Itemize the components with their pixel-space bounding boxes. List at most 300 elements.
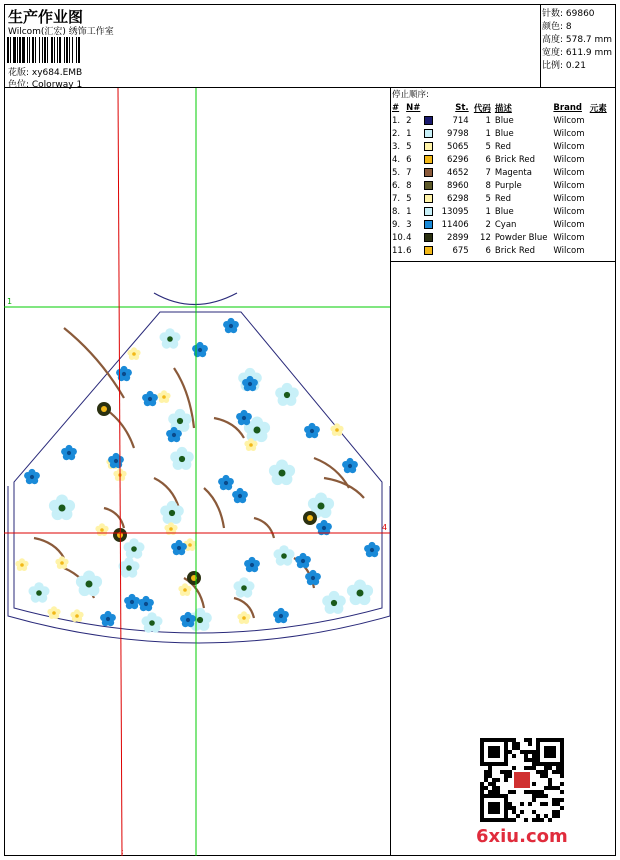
qr-module bbox=[484, 770, 488, 774]
qr-module bbox=[560, 806, 564, 810]
row-needle: 1 bbox=[406, 206, 412, 217]
row-index: 10. bbox=[392, 232, 406, 243]
qr-module bbox=[512, 746, 516, 750]
qr-module bbox=[556, 766, 560, 770]
flower-center bbox=[188, 543, 192, 547]
qr-module bbox=[528, 766, 532, 770]
qr-module bbox=[532, 754, 536, 758]
flower-center bbox=[279, 614, 283, 618]
flower-center bbox=[100, 528, 104, 532]
qr-module bbox=[532, 798, 536, 802]
flower-center bbox=[130, 600, 134, 604]
row-code: 2 bbox=[485, 219, 491, 230]
qr-module bbox=[556, 814, 560, 818]
qr-module bbox=[544, 786, 548, 790]
stitch-count: 针数: 69860 bbox=[542, 9, 595, 19]
qr-module bbox=[528, 742, 532, 746]
table-row bbox=[392, 127, 614, 140]
table-row bbox=[392, 231, 614, 244]
qr-module bbox=[556, 786, 560, 790]
col-description: 描述 bbox=[494, 103, 512, 114]
row-stitches bbox=[424, 140, 468, 153]
row-description: Red bbox=[494, 193, 512, 204]
qr-module bbox=[480, 786, 484, 790]
row-brand: Wilcom bbox=[553, 219, 585, 230]
qr-module bbox=[520, 802, 524, 806]
row-description: Blue bbox=[494, 206, 514, 217]
qr-module bbox=[528, 758, 532, 762]
flower-petal bbox=[244, 560, 251, 567]
row-description: Blue bbox=[494, 115, 514, 126]
flower-center bbox=[301, 559, 305, 563]
qr-module bbox=[540, 802, 544, 806]
color-swatch bbox=[424, 207, 433, 216]
table-row bbox=[392, 218, 614, 231]
row-element bbox=[590, 153, 614, 166]
flower-center bbox=[114, 459, 118, 463]
row-code: 12 bbox=[480, 232, 491, 243]
design-height: 高度: 578.7 mm bbox=[542, 35, 613, 45]
flower-center bbox=[172, 433, 176, 437]
qr-module bbox=[532, 750, 536, 754]
qr-module bbox=[548, 766, 552, 770]
row-code: 1 bbox=[485, 128, 491, 139]
stitch-value: 11406 bbox=[441, 219, 469, 230]
color-swatch bbox=[424, 168, 433, 177]
flower-center bbox=[183, 588, 187, 592]
qr-module bbox=[512, 742, 516, 746]
design-scale: 比例: 0.21 bbox=[542, 61, 586, 71]
qr-module bbox=[488, 782, 492, 786]
row-needle: 4 bbox=[406, 232, 412, 243]
embroidery-design-canvas bbox=[4, 88, 390, 856]
guide-mark-1: 1 bbox=[7, 297, 13, 306]
flower-center bbox=[106, 617, 110, 621]
row-needle: 5 bbox=[406, 141, 412, 152]
flower-petal bbox=[275, 388, 286, 399]
flower-center bbox=[75, 614, 79, 618]
qr-module bbox=[544, 774, 548, 778]
guide-mark-bottom: : bbox=[121, 847, 124, 856]
flower-center bbox=[126, 565, 132, 571]
flower-petal bbox=[242, 379, 249, 386]
row-needle: 3 bbox=[406, 219, 412, 230]
flower-petal bbox=[273, 611, 280, 618]
flower-petal bbox=[138, 599, 145, 606]
qr-module bbox=[508, 802, 512, 806]
qr-module bbox=[512, 738, 516, 742]
stitch-value: 8960 bbox=[447, 180, 469, 191]
qr-logo bbox=[514, 772, 530, 788]
divider-vertical bbox=[390, 88, 391, 856]
qr-module bbox=[536, 794, 540, 798]
qr-module bbox=[560, 770, 564, 774]
qr-module bbox=[512, 766, 516, 770]
qr-finder-core bbox=[544, 746, 556, 758]
row-brand: Wilcom bbox=[553, 180, 585, 191]
flower-center bbox=[169, 527, 173, 531]
qr-module bbox=[532, 818, 536, 822]
row-element bbox=[590, 231, 614, 244]
qr-module bbox=[548, 778, 552, 782]
qr-module bbox=[500, 770, 504, 774]
qr-module bbox=[492, 786, 496, 790]
row-code: 1 bbox=[485, 206, 491, 217]
table-row bbox=[392, 244, 614, 257]
qr-module bbox=[484, 786, 488, 790]
qr-module bbox=[544, 766, 548, 770]
barcode-bar bbox=[80, 37, 82, 63]
qr-module bbox=[560, 774, 564, 778]
qr-module bbox=[532, 758, 536, 762]
flower-center bbox=[249, 443, 253, 447]
branch-stem bbox=[104, 508, 124, 528]
flower-center bbox=[357, 590, 364, 597]
qr-module bbox=[504, 770, 508, 774]
branch-stem bbox=[204, 488, 224, 528]
row-brand: Wilcom bbox=[553, 141, 585, 152]
qr-module bbox=[508, 790, 512, 794]
row-description: Brick Red bbox=[494, 154, 535, 165]
flower-center bbox=[149, 620, 155, 626]
qr-module bbox=[508, 738, 512, 742]
row-needle: 6 bbox=[406, 245, 412, 256]
flower-center bbox=[248, 382, 252, 386]
flower-center bbox=[370, 548, 374, 552]
row-description: Cyan bbox=[494, 219, 517, 230]
row-brand: Wilcom bbox=[553, 128, 585, 139]
qr-module bbox=[560, 798, 564, 802]
flower-center bbox=[224, 481, 228, 485]
row-code: 6 bbox=[485, 154, 491, 165]
row-index: 5. bbox=[392, 167, 401, 178]
studio-name: Wilcom(汇宏) 绣饰工作室 bbox=[8, 27, 114, 37]
row-brand: Wilcom bbox=[553, 193, 585, 204]
stitch-value: 2899 bbox=[447, 232, 469, 243]
row-index: 1. bbox=[392, 115, 401, 126]
flower-center bbox=[167, 336, 173, 342]
page-title: 生产作业图 bbox=[8, 8, 84, 26]
row-index: 6. bbox=[392, 180, 401, 191]
flower-center bbox=[86, 581, 93, 588]
qr-module bbox=[552, 810, 556, 814]
qr-module bbox=[524, 754, 528, 758]
qr-module bbox=[560, 790, 564, 794]
row-brand: Wilcom bbox=[553, 167, 585, 178]
qr-module bbox=[516, 814, 520, 818]
flower-center bbox=[229, 324, 233, 328]
color-swatch bbox=[424, 155, 433, 164]
qr-module bbox=[488, 790, 492, 794]
qr-module bbox=[532, 790, 536, 794]
flower-petal bbox=[166, 430, 173, 437]
stop-sequence-table bbox=[392, 101, 614, 257]
header-panel bbox=[4, 4, 541, 88]
qr-module bbox=[516, 742, 520, 746]
stitch-value: 714 bbox=[452, 115, 469, 126]
flower-petal bbox=[342, 461, 349, 468]
qr-module bbox=[508, 774, 512, 778]
colorway-label: 色位: Colorway 1 bbox=[8, 80, 83, 90]
row-description: Red bbox=[494, 141, 512, 152]
qr-module bbox=[504, 778, 508, 782]
row-code: 7 bbox=[485, 167, 491, 178]
qr-module bbox=[480, 782, 484, 786]
qr-module bbox=[516, 746, 520, 750]
col-stitches: St. bbox=[455, 102, 469, 113]
qr-module bbox=[544, 794, 548, 798]
flower-center bbox=[254, 427, 261, 434]
flower-petal bbox=[160, 506, 171, 517]
qr-module bbox=[552, 786, 556, 790]
flower-center bbox=[322, 526, 326, 530]
qr-module bbox=[524, 738, 528, 742]
branch-stem bbox=[64, 328, 124, 398]
table-row bbox=[392, 114, 614, 127]
qr-module bbox=[540, 774, 544, 778]
col-needle: N# bbox=[406, 102, 421, 113]
qr-module bbox=[540, 818, 544, 822]
qr-module bbox=[488, 774, 492, 778]
qr-module bbox=[548, 818, 552, 822]
table-row bbox=[392, 140, 614, 153]
qr-module bbox=[552, 814, 556, 818]
color-swatch bbox=[424, 129, 433, 138]
flower-center bbox=[242, 416, 246, 420]
color-swatch bbox=[424, 220, 433, 229]
flower-center bbox=[238, 494, 242, 498]
qr-module bbox=[524, 790, 528, 794]
stitch-value: 5065 bbox=[447, 141, 469, 152]
qr-module bbox=[512, 818, 516, 822]
row-element bbox=[590, 205, 614, 218]
flower-petal bbox=[304, 426, 311, 433]
qr-module bbox=[540, 770, 544, 774]
qr-module bbox=[512, 790, 516, 794]
row-element bbox=[590, 192, 614, 205]
qr-finder-core bbox=[488, 802, 500, 814]
flower-center bbox=[169, 510, 175, 516]
qr-module bbox=[556, 770, 560, 774]
qr-module bbox=[544, 770, 548, 774]
row-stitches bbox=[424, 114, 468, 127]
row-code: 5 bbox=[485, 141, 491, 152]
qr-module bbox=[560, 782, 564, 786]
qr-module bbox=[524, 818, 528, 822]
row-needle: 5 bbox=[406, 193, 412, 204]
row-needle: 6 bbox=[406, 154, 412, 165]
qr-module bbox=[556, 798, 560, 802]
row-needle: 7 bbox=[406, 167, 412, 178]
flower-petal bbox=[223, 321, 230, 328]
row-element bbox=[590, 179, 614, 192]
stop-sequence-panel bbox=[392, 89, 614, 257]
color-swatch bbox=[424, 142, 433, 151]
qr-module bbox=[524, 750, 528, 754]
row-brand: Wilcom bbox=[553, 232, 585, 243]
barcode bbox=[7, 37, 111, 63]
flower-center bbox=[60, 561, 64, 565]
qr-module bbox=[532, 766, 536, 770]
flower-petal bbox=[295, 556, 302, 563]
qr-module bbox=[536, 818, 540, 822]
col-brand: Brand bbox=[553, 102, 582, 113]
color-swatch bbox=[424, 181, 433, 190]
qr-module bbox=[528, 738, 532, 742]
flower-petal bbox=[168, 414, 179, 425]
row-index: 2. bbox=[392, 128, 401, 139]
table-row bbox=[392, 192, 614, 205]
row-code: 5 bbox=[485, 193, 491, 204]
row-index: 7. bbox=[392, 193, 401, 204]
qr-module bbox=[496, 790, 500, 794]
skirt-outline bbox=[14, 312, 382, 633]
table-row bbox=[392, 153, 614, 166]
row-index: 11. bbox=[392, 245, 406, 256]
qr-module bbox=[508, 770, 512, 774]
flower-petal bbox=[171, 543, 178, 550]
row-stitches bbox=[424, 127, 468, 140]
qr-module bbox=[524, 758, 528, 762]
qr-module bbox=[544, 814, 548, 818]
qr-module bbox=[528, 750, 532, 754]
qr-module bbox=[488, 770, 492, 774]
row-description: Purple bbox=[494, 180, 522, 191]
color-swatch bbox=[424, 116, 433, 125]
row-index: 8. bbox=[392, 206, 401, 217]
row-stitches bbox=[424, 179, 468, 192]
flower-center bbox=[186, 618, 190, 622]
row-stitches bbox=[424, 231, 468, 244]
flower-center bbox=[162, 395, 166, 399]
qr-module bbox=[556, 802, 560, 806]
row-stitches bbox=[424, 166, 468, 179]
color-swatch bbox=[424, 246, 433, 255]
col-index: # bbox=[392, 102, 400, 113]
qr-module bbox=[532, 762, 536, 766]
qr-module bbox=[480, 790, 484, 794]
flower-petal bbox=[170, 452, 181, 463]
qr-module bbox=[532, 810, 536, 814]
flower-center bbox=[177, 546, 181, 550]
qr-module bbox=[492, 782, 496, 786]
qr-module bbox=[496, 786, 500, 790]
qr-module bbox=[508, 818, 512, 822]
color-swatch bbox=[424, 233, 433, 242]
flower-petal bbox=[61, 448, 68, 455]
flower-petal bbox=[24, 472, 31, 479]
stop-sequence-title: 停止顺序: bbox=[392, 90, 429, 100]
flower-center bbox=[310, 429, 314, 433]
branch-stem bbox=[34, 538, 64, 558]
qr-module bbox=[504, 774, 508, 778]
branch-stem bbox=[254, 518, 274, 538]
row-needle: 8 bbox=[406, 180, 412, 191]
design-file-label: 花版: xy684.EMB bbox=[8, 68, 83, 78]
flower-center bbox=[179, 456, 185, 462]
qr-module bbox=[488, 766, 492, 770]
row-element bbox=[590, 114, 614, 127]
color-count: 颜色: 8 bbox=[542, 22, 572, 32]
qr-module bbox=[508, 806, 512, 810]
flower-center bbox=[144, 602, 148, 606]
flower-center bbox=[281, 553, 287, 559]
flower-petal bbox=[180, 615, 187, 622]
design-width: 宽度: 611.9 mm bbox=[542, 48, 613, 58]
row-code: 6 bbox=[485, 245, 491, 256]
stitch-value: 6296 bbox=[447, 154, 469, 165]
qr-module bbox=[536, 790, 540, 794]
qr-module bbox=[528, 802, 532, 806]
flower-center bbox=[148, 397, 152, 401]
flower-petal bbox=[142, 394, 149, 401]
flower-petal bbox=[100, 614, 107, 621]
row-stitches bbox=[424, 205, 468, 218]
table-row bbox=[392, 166, 614, 179]
row-stitches bbox=[424, 153, 468, 166]
stats-panel bbox=[540, 4, 616, 88]
stitch-value: 13095 bbox=[441, 206, 469, 217]
qr-module bbox=[544, 802, 548, 806]
qr-module bbox=[548, 786, 552, 790]
row-element bbox=[590, 218, 614, 231]
row-element bbox=[590, 244, 614, 257]
flower-center bbox=[348, 464, 352, 468]
qr-module bbox=[552, 802, 556, 806]
qr-module bbox=[492, 790, 496, 794]
row-needle: 1 bbox=[406, 128, 412, 139]
flower-center bbox=[122, 372, 126, 376]
flower-petal bbox=[316, 523, 323, 530]
qr-module bbox=[484, 778, 488, 782]
qr-module bbox=[532, 782, 536, 786]
flower-petal bbox=[305, 573, 312, 580]
table-row bbox=[392, 205, 614, 218]
flower-center bbox=[59, 505, 66, 512]
flower-center bbox=[132, 352, 136, 356]
qr-module bbox=[512, 806, 516, 810]
flower-petal bbox=[232, 491, 239, 498]
flower-petal bbox=[364, 545, 371, 552]
flower-center bbox=[335, 428, 339, 432]
guide-mark-4: 4 bbox=[382, 523, 388, 532]
qr-module bbox=[496, 778, 500, 782]
qr-module bbox=[548, 782, 552, 786]
flower-center bbox=[197, 617, 203, 623]
flower-center bbox=[131, 546, 137, 552]
row-description: Magenta bbox=[494, 167, 532, 178]
row-element bbox=[590, 127, 614, 140]
row-brand: Wilcom bbox=[553, 245, 585, 256]
row-stitches bbox=[424, 244, 468, 257]
flower-center bbox=[279, 470, 286, 477]
qr-finder-core bbox=[488, 746, 500, 758]
row-stitches bbox=[424, 192, 468, 205]
dark-flower-center bbox=[307, 515, 313, 521]
qr-module bbox=[552, 798, 556, 802]
qr-module bbox=[524, 766, 528, 770]
flower-center bbox=[52, 611, 56, 615]
table-header-row bbox=[392, 101, 614, 114]
row-code: 8 bbox=[485, 180, 491, 191]
flower-center bbox=[311, 576, 315, 580]
flower-center bbox=[20, 563, 24, 567]
flower-center bbox=[318, 503, 325, 510]
flower-center bbox=[198, 348, 202, 352]
flower-petal bbox=[236, 413, 243, 420]
qr-module bbox=[540, 790, 544, 794]
row-index: 3. bbox=[392, 141, 401, 152]
